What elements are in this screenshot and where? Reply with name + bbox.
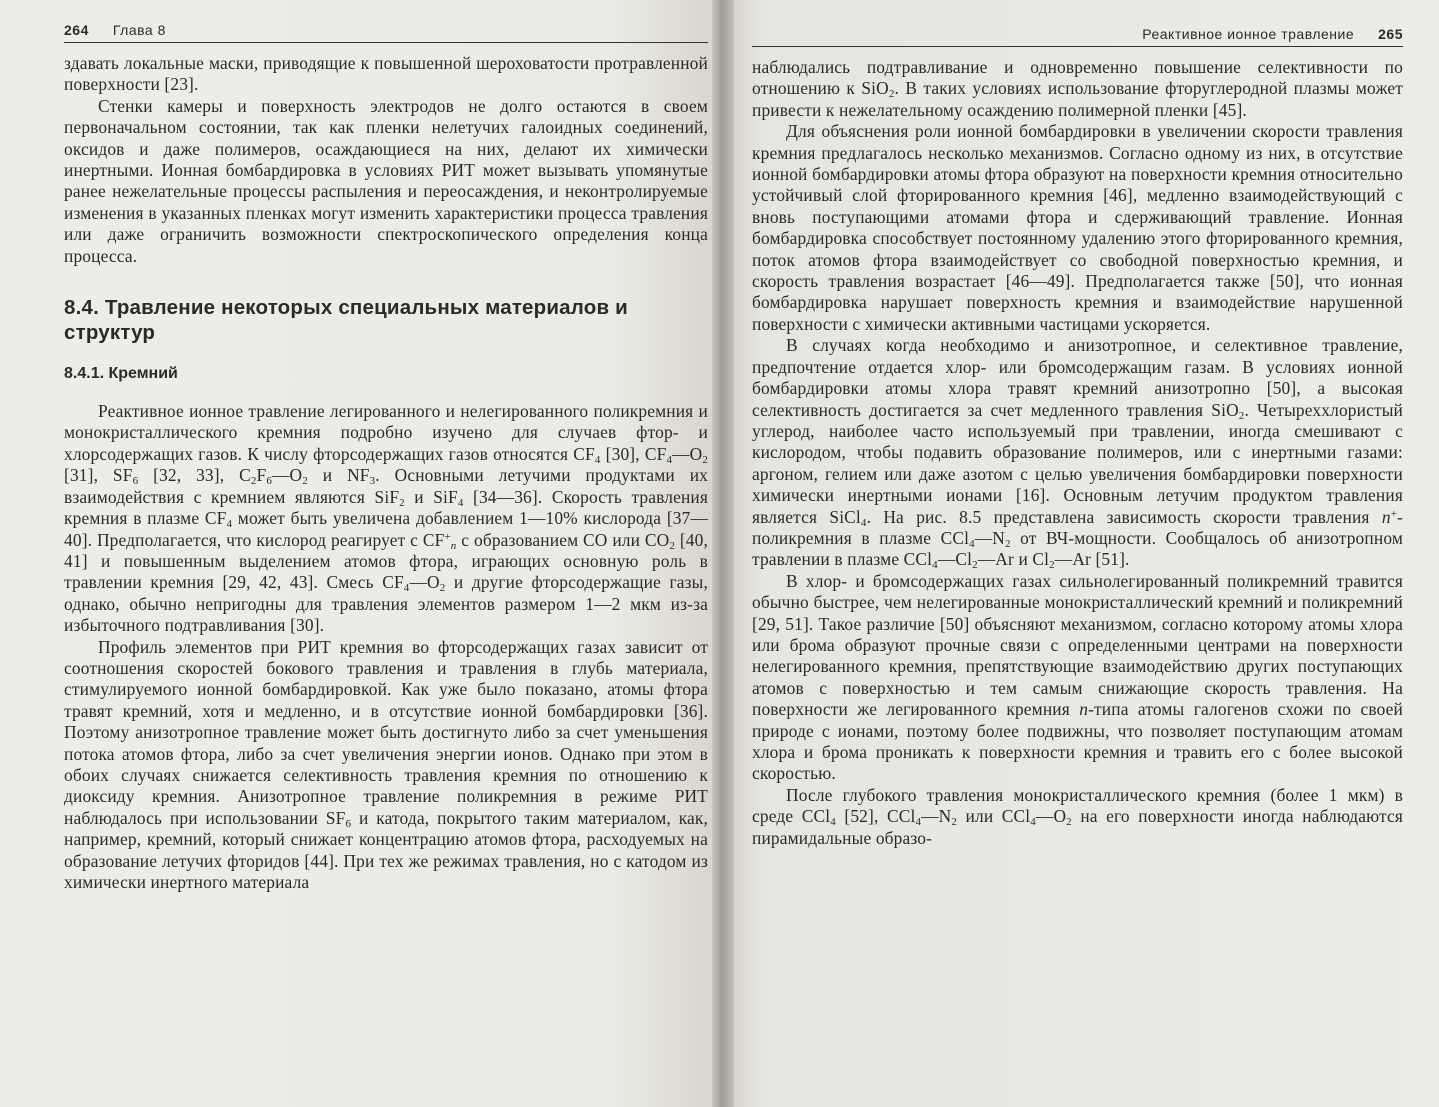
left-paragraph-4: Профиль элементов при РИТ кремния во фторсодержащих газах зависит от соотношения скоростей бокового травления и травления в глубь материала, стимулируемого ионной бомбардировкой. Как уже было показано, атомы фтора травят кремний, хотя и медленно, и в отсутствие ионной бомбардировки [36]. Поэтому анизотропное травление может быть достигнуто либо за счет уменьшения потока атомов фтора, либо за счет увеличения энергии ионов. Однако при этом в обоих случаях снижается селективность травления кремния по отношению к диоксиду кремния. Анизотропное травление поликремния в режиме РИТ наблюдалось при использовании $SF_6$ и катода, покрытого таким материалом, как, например, кремний, который снижает концентрацию атомов фтора, расходуемых на образование летучих фторидов [44]. При тех же режимах травления, но с катодом из химически инертного материала: [64, 636, 708, 892]
running-title: Реактивное ионное травление: [1142, 26, 1355, 42]
book-gutter: [712, 0, 734, 1107]
right-page: [720, 0, 1439, 1107]
right-paragraph-4: В хлор- и бромсодержащих газах сильнолегированный поликремний травится обычно быстрее, чем нелегированные монокристаллический кремний и поликремний [29, 51]. Такое различие [50] объясняют механизмом, согласно которому атомы хлора или брома образуют прочные связи с определенными центрами на поверхности нелегированного кремния, препятствующие взаимодействию других поступающих атомов с поверхностью и тем самым снижающие скорость травления. На поверхности же легированного кремния n-типа атомы галогенов схожи по своей природе с ионами, поэтому более подвижны, что позволяет поступающим атомам хлора и брома проникать к поверхности кремния и травить его с более высокой скоростью.: [752, 570, 1403, 784]
left-paragraph-3: Реактивное ионное травление легированного и нелегированного поликремния и монокристаллического кремния подробно изучено для случаев фтор- и хлорсодержащих газов. К числу фторсодержащих газов относятся $CF_4$ [30], $CF_4—O_2$ [31], $SF_6$ [32, 33], $C_2F_6—O_2$ и $NF_3$. Основными летучими продуктами их взаимодействия с кремнием являются SiF$_2$ и SiF$_4$ [34—36]. Скорость травления кремния в плазме $CF_4$ может быть увеличена добавлением 1—10% кислорода [37—40]. Предполагается, что кислород реагирует с $CF^+_n$ с образованием CO или $CO_2$ [40, 41] и повышенным выделением атомов фтора, играющих основную роль в травлении кремния [29, 42, 43]. Смесь $CF_4—O_2$ и другие фторсодержащие газы, однако, обычно непригодны для травления элементов размером 1—2 мкм из-за избыточного подтравливания [30].: [64, 401, 709, 636]
left-paragraph-1: здавать локальные маски, приводящие к повышенной шероховатости протравленной поверхности [23].: [64, 53, 708, 95]
chapter-label: Глава 8: [112, 22, 166, 38]
right-running-head: [752, 26, 1403, 47]
right-paragraph-3: В случаях когда необходимо и анизотропное, и селективное травление, предпочтение отдается хлор- или бромсодержащим газам. В условиях ионной бомбардировки атомы хлора травят кремний анизотропно [50], а высокая селективность достигается за счет медленного травления SiO$_2$. Четыреххлористый углерод, наиболее часто используемый при травлении, иногда смешивают с кислородом, чтобы подавить образование полимеров, или с инертными газами: аргоном, гелием или даже азотом с целью увеличения бомбардировки поверхности химически инертными ионами [16]. Основным летучим продуктом травления является SiCl$_4$. На рис. 8.5 представлена зависимость скорости травления n+-поликремния в плазме $CCl_4—N_2$ от ВЧ-мощности. Сообщалось об анизотропном травлении в плазме $CCl_4—Cl_2—Ar$ и $Cl_2—Ar$ [51].: [752, 335, 1403, 572]
subsection-title: 8.4.1. Кремний: [64, 365, 178, 383]
right-paragraph-5: После глубокого травления монокристаллического кремния (более 1 мкм) в среде CCl$_4$ [52], $CCl_4—N_2$ или $CCl_4—O_2$ на его поверхности иногда наблюдаются пирамидальные образо-: [752, 784, 1403, 848]
left-paragraph-2: Стенки камеры и поверхность электродов не долго остаются в своем первоначальном состоянии, так как пленки нелетучих галоидных соединений, оксидов и даже полимеров, осаждающиеся на них, делают их химически инертными. Ионная бомбардировка в условиях РИТ может вызывать упомянутые ранее нежелательные процессы распыления и переосаждения, и неконтролируемые изменения в указанных пленках могут изменить характеристики процесса травления или даже ограничить возможности спектроскопического определения конца процесса.: [64, 95, 708, 266]
right-paragraph-1: наблюдались подтравливание и одновременно повышение селективности по отношению к SiO$_2$. В таких условиях использование фторуглеродной плазмы может привести к нежелательному осаждению полимерной пленки [45].: [752, 57, 1403, 120]
left-page-number: 264: [64, 22, 89, 38]
section-title: 8.4. Травление некоторых специальных материалов и структур: [64, 296, 628, 345]
right-paragraph-2: Для объяснения роли ионной бомбардировки в увеличении скорости травления кремния предлагалось несколько механизмов. Согласно одному из них, в отсутствие ионной бомбардировки атомы фтора образуют на поверхности кремния относительно устойчивый слой фторированного кремния [46], медленно взаимодействующий с вновь поступающими атомами фтора и сдерживающий травление. Ионная бомбардировка способствует постоянному удалению этого фторированного кремния, поток атомов фтора взаимодействует со свободной поверхностью кремния, и скорость травления возрастает [46—49]. Предполагается также [50], что ионная бомбардировка нарушает поверхность кремния и взаимодействие нарушенной поверхности с химически активными частицами ускоряется.: [752, 121, 1403, 334]
left-running-head: [64, 22, 708, 43]
right-page-number: 265: [1378, 26, 1403, 42]
